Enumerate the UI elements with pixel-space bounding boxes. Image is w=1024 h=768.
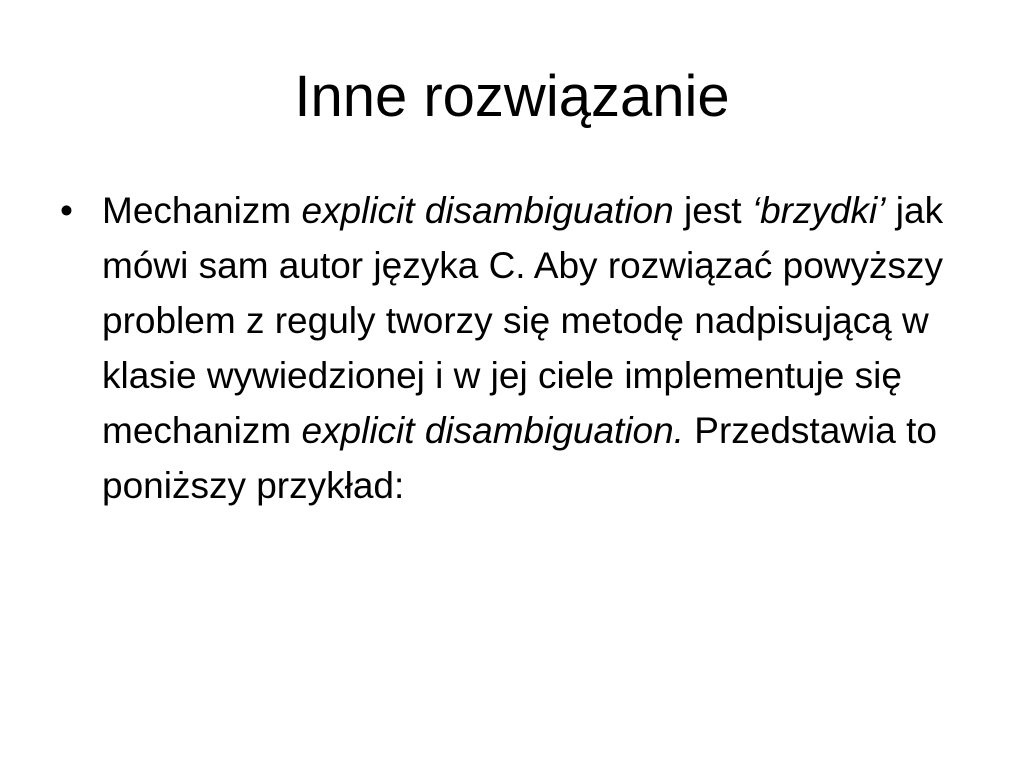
text-segment-italic: ‘brzydki’ [751,190,886,231]
bullet-text [102,190,943,506]
text-segment: jest [673,190,752,231]
slide-title: Inne rozwiązanie [294,64,730,129]
bullet-item [60,183,980,513]
text-segment: Przedstawia to poniższy przykład: [102,410,937,506]
text-segment-italic: explicit disambiguation. [301,410,684,451]
bullet-marker: • [60,190,73,231]
text-segment: Mechanizm [102,190,302,231]
text-segment-italic: explicit disambiguation [301,190,674,231]
bullet-list [60,183,980,513]
text-segment: jak mówi sam autor języka C. Aby rozwiązać powyższy problem z reguly tworzy się metodę nadpisującą w klasie wywiedzionej i w jej ciele implementuje się mechanizm [102,190,944,451]
